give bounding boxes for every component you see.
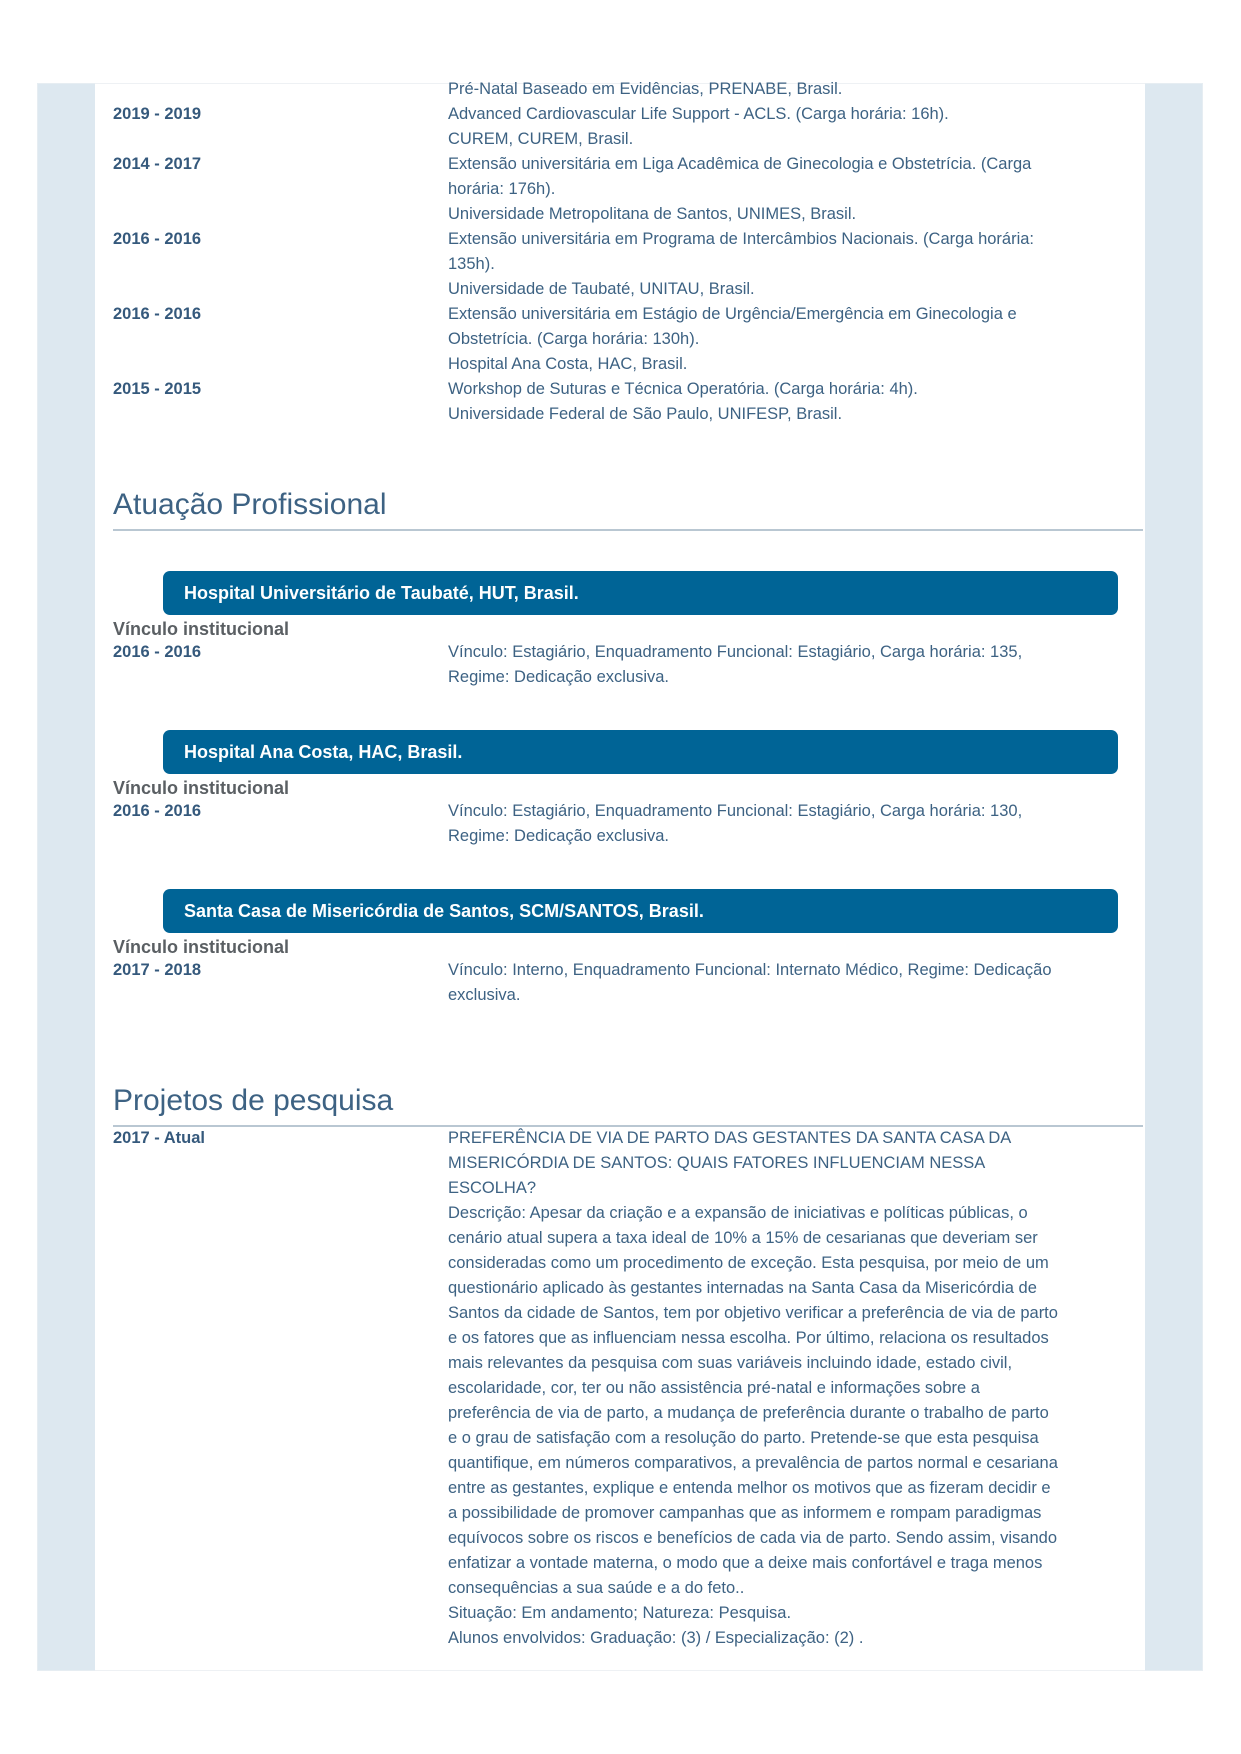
vinculo-line: Vínculo: Estagiário, Enquadramento Funcional: Estagiário, Carga horária: 130, bbox=[448, 802, 1023, 820]
course-date: 2014 - 2017 bbox=[113, 155, 202, 173]
course-line: Obstetrícia. (Carga horária: 130h). bbox=[448, 330, 700, 348]
course-line: Extensão universitária em Estágio de Urgência/Emergência em Ginecologia e bbox=[448, 305, 1017, 323]
project-line: escolaridade, cor, ter ou não assistência pré-natal e informações sobre a bbox=[448, 1379, 980, 1397]
vinculo-date: 2016 - 2016 bbox=[113, 643, 202, 661]
project-line: preferência de via de parto, a mudança de preferência durante o trabalho de parto bbox=[448, 1404, 1049, 1422]
project-line: mais relevantes da pesquisa com suas variáveis incluindo idade, estado civil, bbox=[448, 1354, 1013, 1372]
vinculo-desc bbox=[448, 799, 1128, 849]
course-line: 135h). bbox=[448, 255, 495, 273]
course-line: Hospital Ana Costa, HAC, Brasil. bbox=[448, 355, 688, 373]
course-desc bbox=[448, 152, 1128, 227]
project-line: questionário aplicado às gestantes internadas na Santa Casa da Misericórdia de bbox=[448, 1279, 1037, 1297]
vinculo-date: 2016 - 2016 bbox=[113, 802, 202, 820]
vinculo-line: exclusiva. bbox=[448, 986, 521, 1004]
project-date: 2017 - Atual bbox=[113, 1129, 206, 1147]
project-line: PREFERÊNCIA DE VIA DE PARTO DAS GESTANTES DA SANTA CASA DA bbox=[448, 1129, 1012, 1147]
institution-header: Hospital Ana Costa, HAC, Brasil. bbox=[163, 730, 1118, 774]
vinculo-desc bbox=[448, 958, 1128, 1008]
institution-header: Hospital Universitário de Taubaté, HUT, Brasil. bbox=[163, 571, 1118, 615]
project-line: enfatizar a vontade materna, o modo que a deixe mais confortável e traga menos bbox=[448, 1554, 1043, 1572]
course-date: 2016 - 2016 bbox=[113, 305, 202, 323]
vinculo-label: Vínculo institucional bbox=[113, 778, 290, 798]
project-line: Situação: Em andamento; Natureza: Pesquisa. bbox=[448, 1604, 792, 1622]
vinculo-line: Regime: Dedicação exclusiva. bbox=[448, 668, 670, 686]
course-desc bbox=[448, 102, 1128, 152]
project-line: Alunos envolvidos: Graduação: (3) / Especialização: (2) . bbox=[448, 1629, 864, 1647]
project-desc bbox=[448, 1126, 1128, 1651]
course-desc bbox=[448, 227, 1128, 302]
course-line: horária: 176h). bbox=[448, 180, 556, 198]
vinculo-line: Vínculo: Interno, Enquadramento Funcional: Internato Médico, Regime: Dedicação bbox=[448, 961, 1052, 979]
project-line: quantifique, em números comparativos, a prevalência de partos normal e cesariana bbox=[448, 1454, 1058, 1472]
course-line: Universidade Metropolitana de Santos, UNIMES, Brasil. bbox=[448, 205, 857, 223]
project-line: e o grau de satisfação com a resolução do parto. Pretende-se que esta pesquisa bbox=[448, 1429, 1039, 1447]
project-line: e os fatores que as influenciam nessa escolha. Por último, relaciona os resultados bbox=[448, 1329, 1049, 1347]
course-date: 2016 - 2016 bbox=[113, 230, 202, 248]
course-date: 2019 - 2019 bbox=[113, 105, 202, 123]
vinculo-desc bbox=[448, 640, 1128, 690]
course-line: Pré-Natal Baseado em Evidências, PRENABE, Brasil. bbox=[448, 80, 843, 98]
project-line: Santos da cidade de Santos, tem por objetivo verificar a preferência de via de parto bbox=[448, 1304, 1058, 1322]
course-line: Advanced Cardiovascular Life Support - ACLS. (Carga horária: 16h). bbox=[448, 105, 949, 123]
project-line: a possibilidade de promover campanhas que as informem e rompam paradigmas bbox=[448, 1504, 1042, 1522]
project-line: equívocos sobre os riscos e benefícios de cada via de parto. Sendo assim, visando bbox=[448, 1529, 1058, 1547]
section-title-atuacao: Atuação Profissional bbox=[113, 487, 1143, 531]
course-desc bbox=[448, 77, 1128, 102]
project-line: ESCOLHA? bbox=[448, 1179, 537, 1197]
project-line: entre as gestantes, explique e entenda melhor os motivos que as fizeram decidir e bbox=[448, 1479, 1051, 1497]
project-line: Descrição: Apesar da criação e a expansão de iniciativas e políticas públicas, o bbox=[448, 1204, 1028, 1222]
course-line: Workshop de Suturas e Técnica Operatória. (Carga horária: 4h). bbox=[448, 380, 918, 398]
section-title-projetos: Projetos de pesquisa bbox=[113, 1083, 1143, 1127]
vinculo-label: Vínculo institucional bbox=[113, 937, 290, 957]
vinculo-label: Vínculo institucional bbox=[113, 619, 290, 639]
course-line: Universidade Federal de São Paulo, UNIFESP, Brasil. bbox=[448, 405, 843, 423]
course-line: Extensão universitária em Programa de Intercâmbios Nacionais. (Carga horária: bbox=[448, 230, 1035, 248]
project-line: consideradas como um procedimento de exceção. Esta pesquisa, por meio de um bbox=[448, 1254, 1049, 1272]
course-line: CUREM, CUREM, Brasil. bbox=[448, 130, 634, 148]
project-line: cenário atual supera a taxa ideal de 10% a 15% de cesarianas que deveriam ser bbox=[448, 1229, 1038, 1247]
course-date: 2015 - 2015 bbox=[113, 380, 202, 398]
vinculo-line: Vínculo: Estagiário, Enquadramento Funcional: Estagiário, Carga horária: 135, bbox=[448, 643, 1023, 661]
vinculo-line: Regime: Dedicação exclusiva. bbox=[448, 827, 670, 845]
course-desc bbox=[448, 302, 1128, 377]
course-line: Universidade de Taubaté, UNITAU, Brasil. bbox=[448, 280, 755, 298]
course-line: Extensão universitária em Liga Acadêmica de Ginecologia e Obstetrícia. (Carga bbox=[448, 155, 1032, 173]
project-line: consequências a sua saúde e a do feto.. bbox=[448, 1579, 745, 1597]
institution-header: Santa Casa de Misericórdia de Santos, SCM/SANTOS, Brasil. bbox=[163, 889, 1118, 933]
vinculo-date: 2017 - 2018 bbox=[113, 961, 202, 979]
course-desc bbox=[448, 377, 1128, 427]
project-line: MISERICÓRDIA DE SANTOS: QUAIS FATORES INFLUENCIAM NESSA bbox=[448, 1154, 986, 1172]
